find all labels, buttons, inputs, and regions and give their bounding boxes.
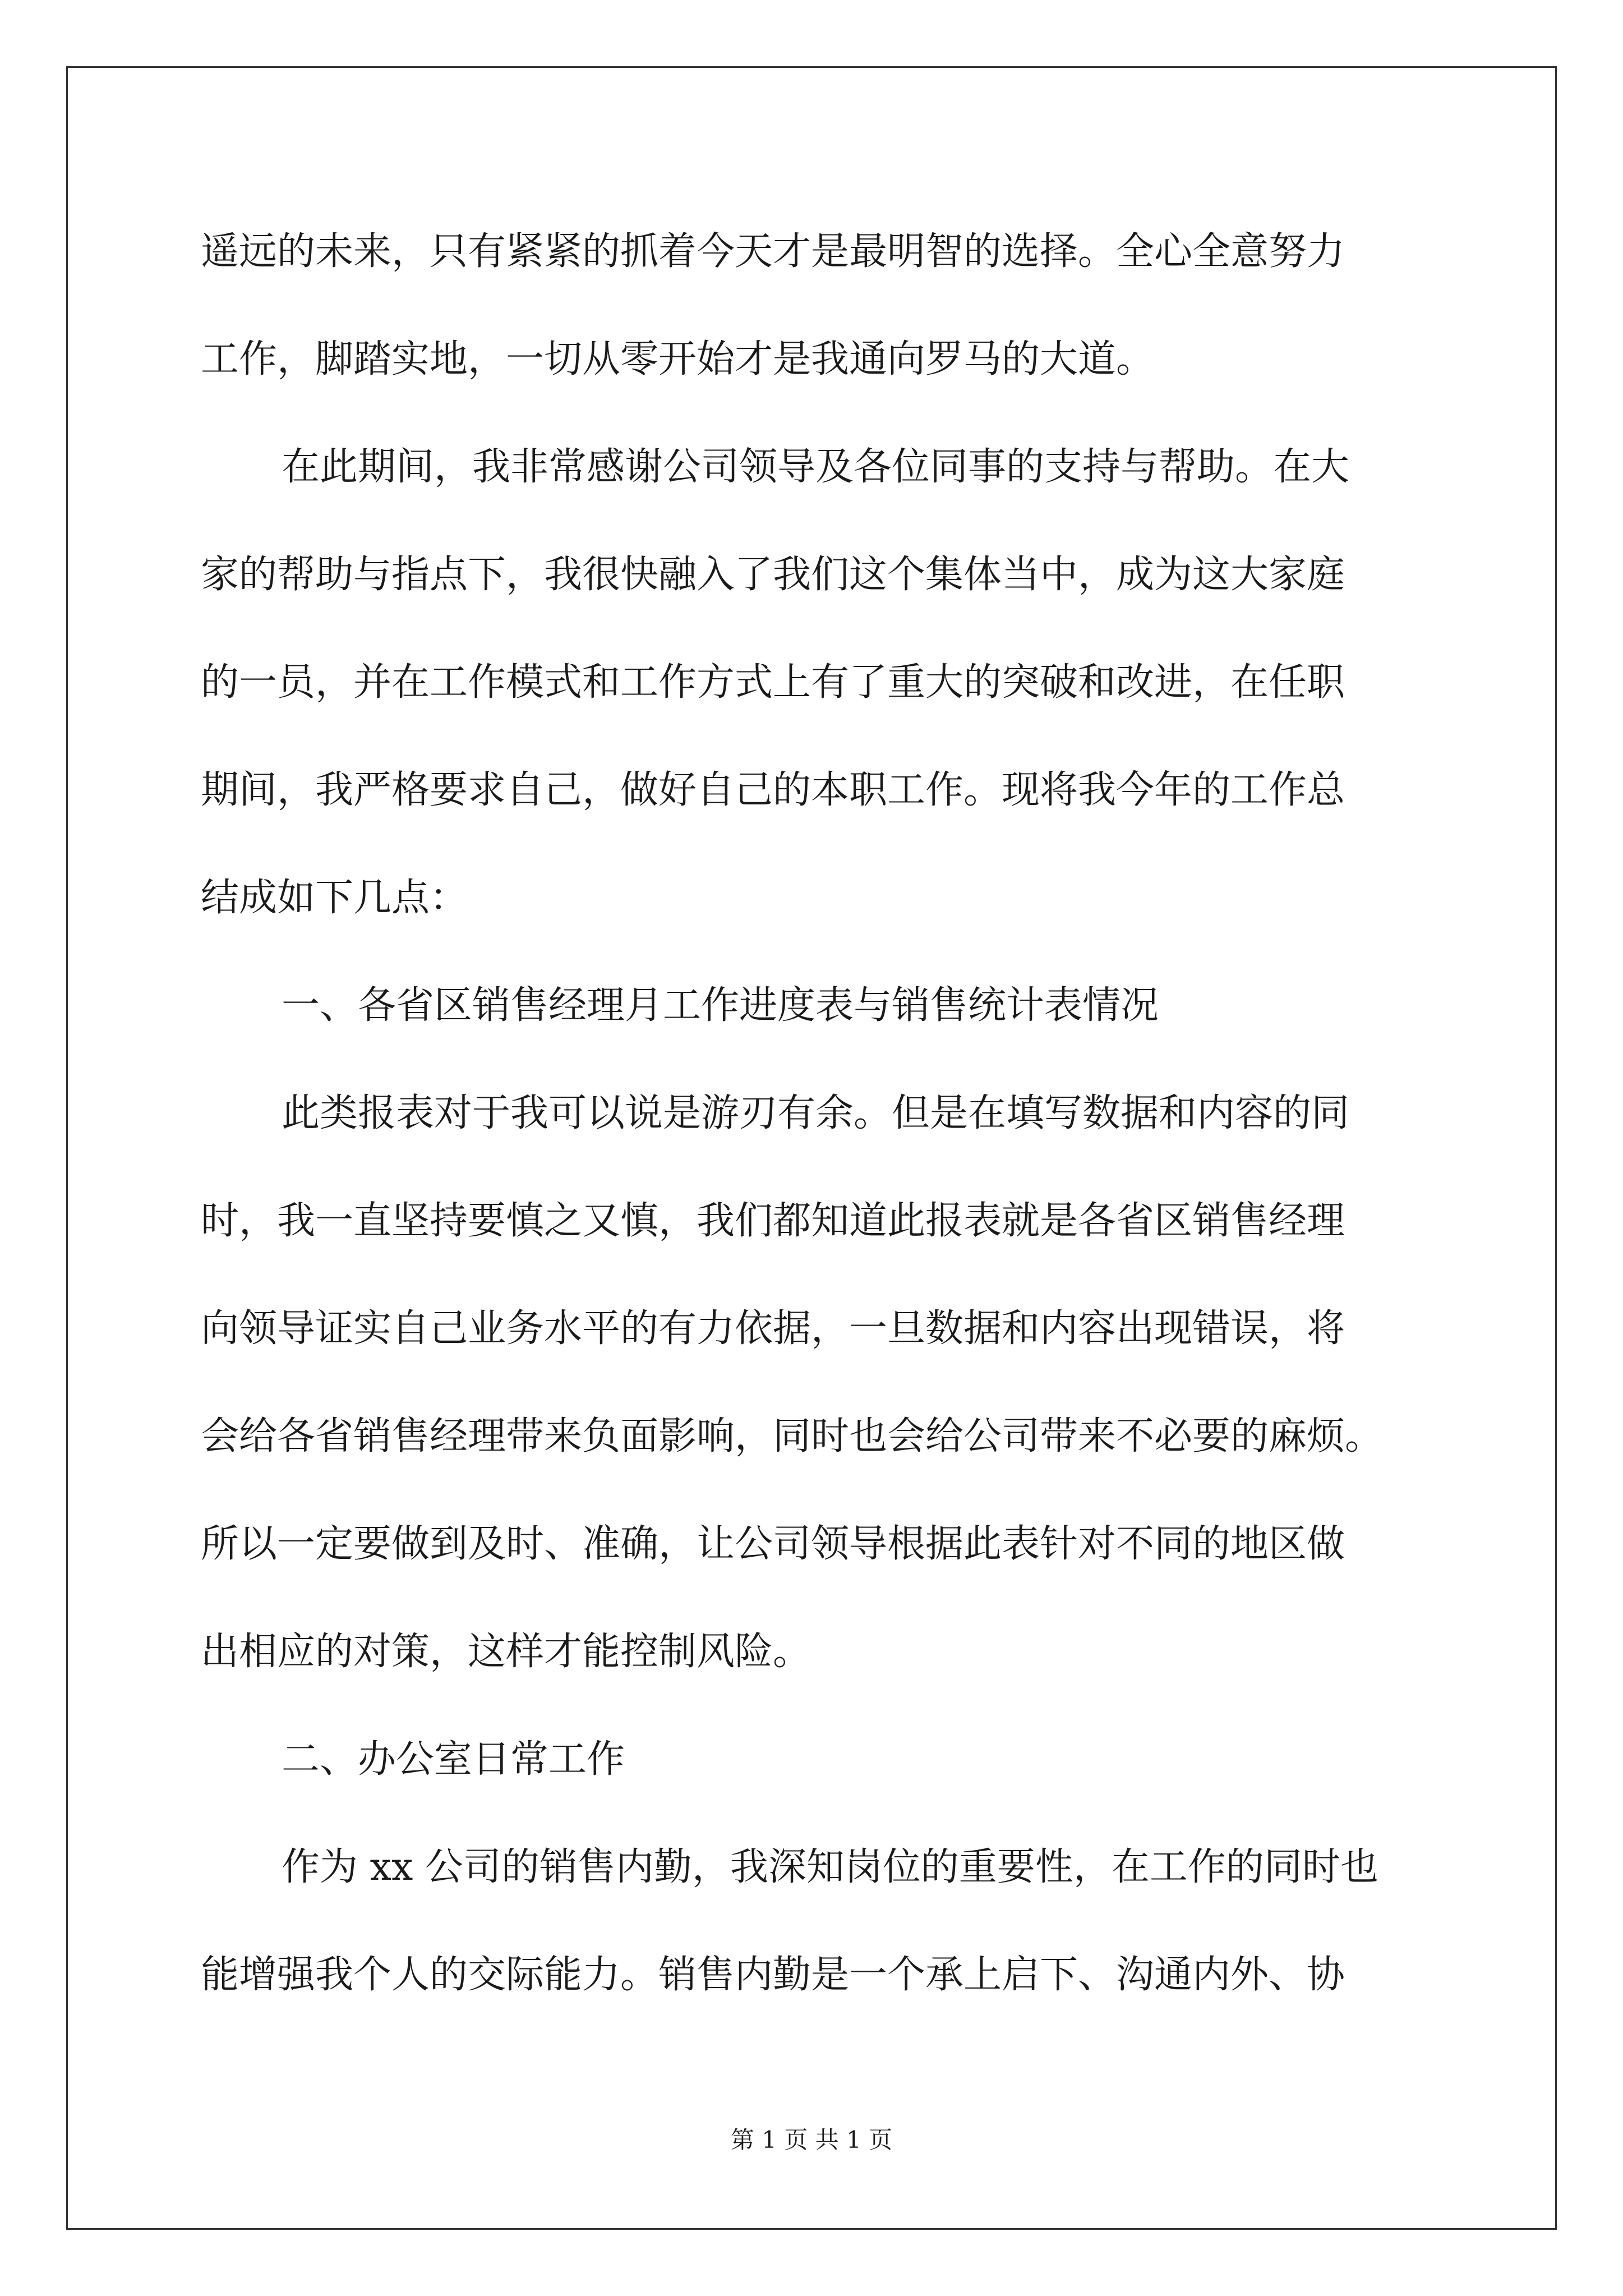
text-line: 的一员，并在工作模式和工作方式上有了重大的突破和改进，在任职	[201, 660, 1345, 705]
text-line: 遥远的未来，只有紧紧的抓着今天才是最明智的选择。全心全意努力	[201, 229, 1345, 274]
text-line: 出相应的对策，这样才能控制风险。	[201, 1630, 811, 1674]
section-heading-2: 二、办公室日常工作	[282, 1737, 625, 1782]
text-line: 家的帮助与指点下，我很快融入了我们这个集体当中，成为这大家庭	[201, 553, 1345, 597]
text-line: 能增强我个人的交际能力。销售内勤是一个承上启下、沟通内外、协	[201, 1953, 1345, 1997]
text-line: 工作，脚踏实地，一切从零开始才是我通向罗马的大道。	[201, 337, 1155, 381]
text-line: 时，我一直坚持要慎之又慎，我们都知道此报表就是各省区销售经理	[201, 1199, 1345, 1243]
text-line: 结成如下几点：	[201, 876, 468, 920]
text-line: 向领导证实自己业务水平的有力依据，一旦数据和内容出现错误，将	[201, 1306, 1345, 1351]
paragraph-start: 在此期间，我非常感谢公司领导及各位同事的支持与帮助。在大	[282, 445, 1350, 489]
page-footer: 第 1 页 共 1 页	[730, 2126, 893, 2154]
document-body	[201, 216, 1432, 2047]
text-line: 会给各省销售经理带来负面影响，同时也会给公司带来不必要的麻烦。	[201, 1414, 1384, 1458]
paragraph-start: 此类报表对于我可以说是游刃有余。但是在填写数据和内容的同	[282, 1091, 1350, 1135]
text-line: 期间，我严格要求自己，做好自己的本职工作。现将我今年的工作总	[201, 768, 1345, 812]
section-heading-1: 一、各省区销售经理月工作进度表与销售统计表情况	[282, 983, 1159, 1028]
text-line: 所以一定要做到及时、准确，让公司领导根据此表针对不同的地区做	[201, 1522, 1345, 1566]
paragraph-start: 作为 xx 公司的销售内勤，我深知岗位的重要性，在工作的同时也	[282, 1845, 1378, 1889]
